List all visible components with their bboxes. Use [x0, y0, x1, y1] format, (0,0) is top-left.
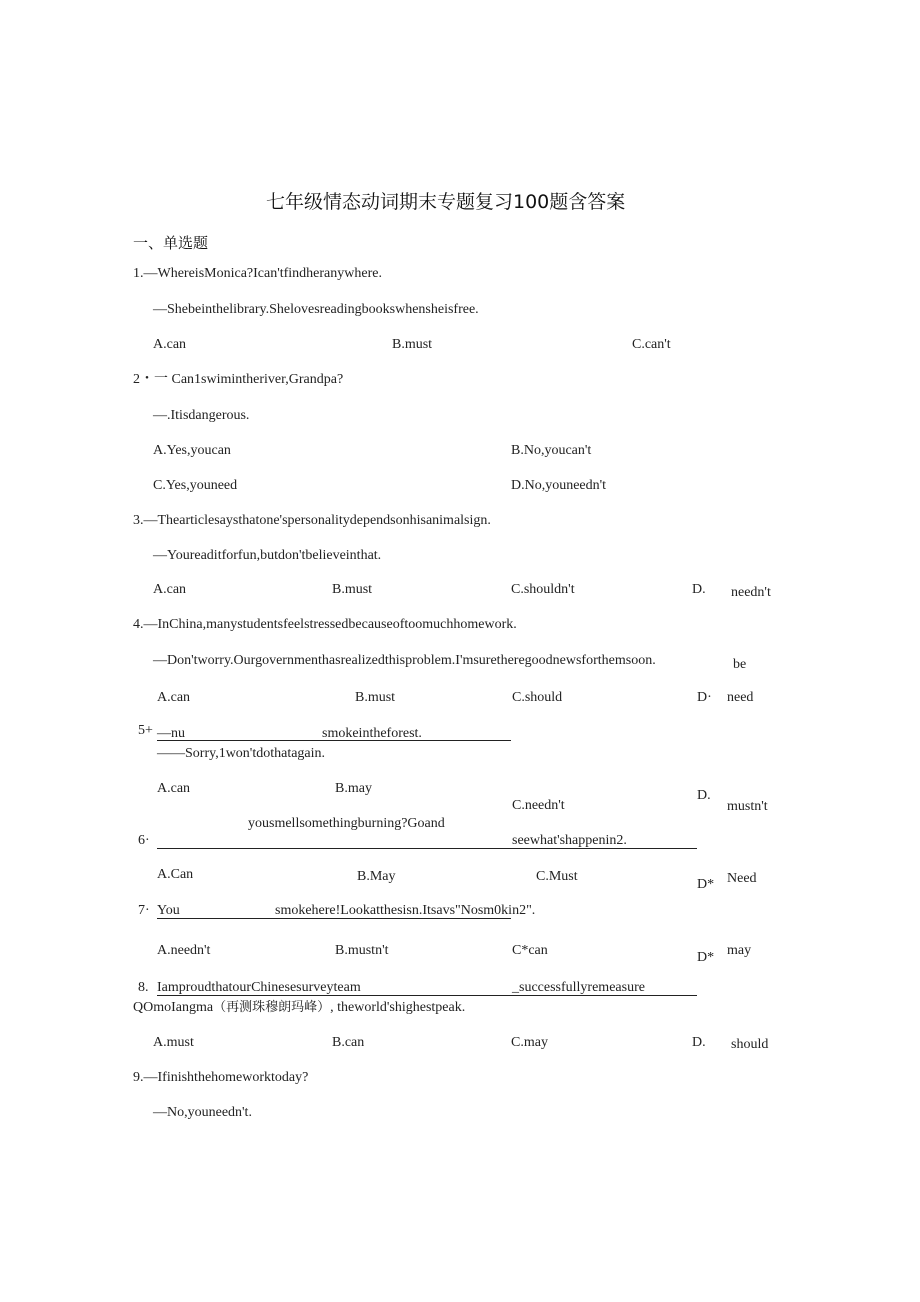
option-d: should — [731, 1037, 769, 1052]
chinese-note: （再测珠穆朗玛峰） — [213, 1000, 331, 1015]
option-d-label: D. — [692, 582, 706, 597]
option-a: A.can — [157, 690, 191, 705]
question-text — [133, 1000, 465, 1016]
answer-blank — [157, 918, 511, 919]
option-b: B.mustn't — [335, 943, 389, 958]
option-b: B.can — [332, 1035, 365, 1050]
question-text: 2・一 Can1swimintheriver,Grandpa? — [133, 372, 344, 387]
question-text: —nu — [157, 726, 185, 741]
option-c: C.can't — [632, 337, 671, 352]
option-b: B.may — [335, 781, 372, 796]
option-a: A.can — [153, 582, 187, 597]
question-text: seewhat'shappenin2. — [512, 833, 627, 848]
answer-text: —Shebeinthelibrary.Shelovesreadingbookswhensheisfree. — [153, 302, 479, 317]
option-b: B.must — [332, 582, 373, 597]
question-text: 1.—WhereisMonica?Ican'tfindheranywhere. — [133, 266, 382, 281]
option-d: need — [727, 690, 754, 705]
option-d: D.No,youneedn't — [511, 478, 607, 493]
option-d: may — [727, 943, 752, 958]
answer-text: —Youreaditforfun,butdon'tbelieveinthat. — [153, 548, 382, 563]
answer-text: ——Sorry,1won'tdothatagain. — [157, 746, 326, 761]
page-title: 七年级情态动词期末专题复习100题含答案 — [266, 191, 626, 213]
option-d: needn't — [731, 585, 771, 600]
answer-blank — [157, 740, 511, 741]
option-d-label: D· — [697, 690, 712, 705]
option-a: A.needn't — [157, 943, 211, 958]
question-text: smokehere!Lookatthesisn.Itsavs"Nosm0kin2". — [275, 903, 536, 918]
option-b: B.must — [392, 337, 433, 352]
option-a: A.can — [153, 337, 187, 352]
option-c: C.Yes,youneed — [153, 478, 238, 493]
option-d: Need — [727, 871, 757, 886]
option-b: B.No,youcan't — [511, 443, 592, 458]
option-c: C.should — [512, 690, 563, 705]
question-text: IamproudthatourChinesesurveyteam — [157, 980, 361, 995]
answer-text: —Don'tworry.Ourgovernmenthasrealizedthisproblem.I'msuretheregoodnewsforthemsoon. — [153, 653, 656, 668]
option-d-label: D. — [692, 1035, 706, 1050]
question-text: smokeintheforest. — [322, 726, 422, 741]
option-c: C.shouldn't — [511, 582, 575, 597]
overflow-word: be — [733, 657, 747, 672]
question-text: 4.—InChina,manystudentsfeelstressedbecauseoftoomuchhomework. — [133, 617, 517, 632]
question-text-end: , theworld'shighestpeak. — [330, 1000, 466, 1015]
question-text: _successfullyremeasure — [512, 980, 645, 995]
option-d-label: D* — [697, 950, 715, 965]
option-a: A.can — [157, 781, 191, 796]
answer-text: —.Itisdangerous. — [153, 408, 250, 423]
option-a: A.must — [153, 1035, 194, 1050]
option-b: B.must — [355, 690, 396, 705]
option-c: C.Must — [536, 869, 578, 884]
option-d-label: D* — [697, 877, 715, 892]
section-heading: 一、单选题 — [133, 234, 209, 252]
question-text: 9.—Ifinishthehomeworktoday? — [133, 1070, 309, 1085]
question-text: yousmellsomethingburning?Goand — [248, 816, 445, 831]
answer-text: —No,youneedn't. — [153, 1105, 252, 1120]
question-number: 6· — [138, 833, 150, 848]
option-c: C.needn't — [512, 798, 565, 813]
option-a: A.Can — [157, 867, 194, 882]
question-number: 7· — [138, 903, 150, 918]
peak-name: QOmoIangma — [133, 1000, 214, 1015]
question-text: 3.—Thearticlesaysthatone'spersonalitydependsonhisanimalsign. — [133, 513, 491, 528]
option-c: C.may — [511, 1035, 548, 1050]
answer-blank — [157, 995, 697, 996]
question-number: 8. — [138, 980, 149, 995]
question-text: You — [157, 903, 180, 918]
option-b: B.May — [357, 869, 396, 884]
question-number: 5+ — [138, 723, 153, 738]
option-d-label: D. — [697, 788, 711, 803]
option-a: A.Yes,youcan — [153, 443, 231, 458]
option-c: C*can — [512, 943, 548, 958]
option-d: mustn't — [727, 799, 768, 814]
